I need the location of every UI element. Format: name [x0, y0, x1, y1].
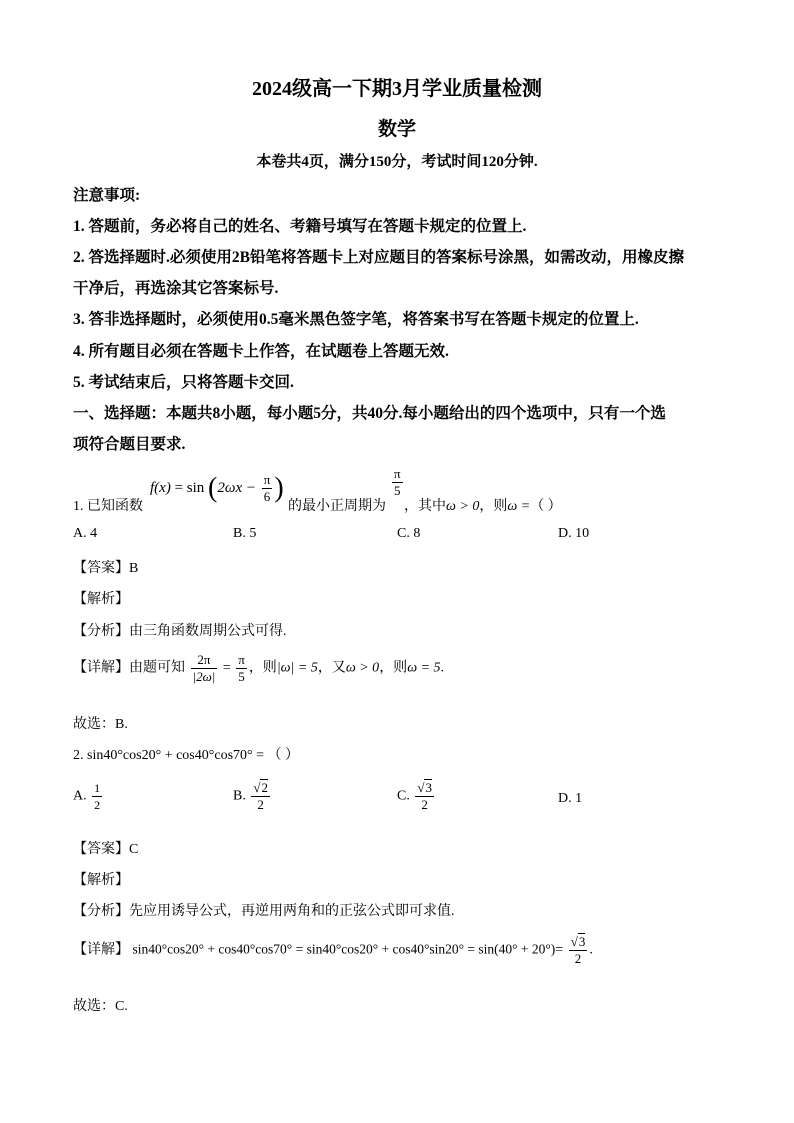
- q1-detail: [73, 652, 444, 685]
- q2-detail-den: 2: [569, 950, 588, 967]
- q2-opt-a-den: 2: [94, 798, 101, 812]
- q2-option-c: C. $\frac{√3}{2}$: [397, 780, 432, 812]
- q1-answer: 【答案】B: [73, 561, 139, 576]
- q2-opt-b-label: B.: [233, 788, 246, 804]
- q1-ask-text: ，则: [479, 499, 508, 514]
- q1-six: 6: [262, 488, 273, 505]
- q2-option-b: B. $\frac{√2}{2}$: [233, 780, 268, 812]
- exam-title: 2024级高一下期3月学业质量检测: [252, 78, 542, 100]
- section-1-heading: 一、选择题：本题共8小题，每小题5分，共40分.每小题给出的四个选项中，只有一个选: [73, 405, 666, 422]
- q2-detail-end: .: [589, 942, 593, 958]
- q2-detail-expr: sin40°cos20° + cos40°cos70° = sin40°cos20° + cos40°sin20° = sin: [132, 941, 495, 957]
- q2-opt-a-num: 1: [94, 781, 101, 795]
- q1-analysis-label: 【解析】: [73, 592, 129, 607]
- notes-heading: 注意事项:: [73, 187, 141, 204]
- q1-option-b: B. 5: [233, 526, 257, 541]
- q2-stem: 2. sin40°cos20° + cos40°cos70° = （ ）: [73, 748, 300, 763]
- q1-period-pi: π: [394, 466, 401, 481]
- q1-prefix: 1. 已知函数: [73, 499, 143, 514]
- exam-info: 本卷共4页，满分150分，考试时间120分钟.: [256, 154, 538, 170]
- q2-opt-c-den: 2: [415, 796, 434, 813]
- q1-two-pi: 2π: [197, 652, 211, 667]
- q1-detail-result: ω = 5: [407, 660, 441, 676]
- q2-option-a: [73, 780, 104, 813]
- note-item-4: 4. 所有题目必须在答题卡上作答，在试题卷上答题无效.: [73, 343, 449, 360]
- q2-opt-c-sqrt: 3: [425, 780, 432, 795]
- q2-opt-a-label: A.: [73, 788, 87, 804]
- q2-detail-label: 【详解】: [73, 942, 129, 958]
- q1-paren: （ ）: [530, 499, 562, 514]
- q1-cond-text: ，其中: [404, 499, 446, 514]
- q1-detail-abs: |ω| = 5: [276, 660, 318, 676]
- section-1-heading-cont: 项符合题目要求.: [73, 436, 186, 453]
- q1-func-arg: 2ωx −: [217, 479, 256, 496]
- q2-detail-sqrt: 3: [578, 934, 586, 949]
- q1-choose: 故选：B.: [73, 717, 128, 732]
- q1-analysis: 【分析】由三角函数周期公式可得.: [73, 624, 287, 639]
- q1-function: f(x) = sin (2ωx − $\frac{\pi}{6}$ ): [150, 472, 284, 504]
- q2-opt-b-den: 2: [251, 796, 270, 813]
- q1-option-d: D. 10: [558, 526, 590, 541]
- q1-option-c: C. 8: [397, 526, 421, 541]
- q2-analysis: 【分析】先应用诱导公式，再逆用两角和的正弦公式即可求值.: [73, 904, 455, 919]
- note-item-1: 1. 答题前，务必将自己的姓名、考籍号填写在答题卡规定的位置上.: [73, 218, 527, 235]
- q1-detail-end: .: [440, 660, 445, 676]
- q1-func-lhs: f(x): [150, 479, 171, 496]
- q2-opt-c-label: C.: [397, 788, 410, 804]
- q2-option-d: D. 1: [558, 791, 583, 806]
- note-item-3: 3. 答非选择题时，必须使用0.5毫米黑色签字笔，将答案书写在答题卡规定的位置上.: [73, 311, 639, 328]
- q1-ask: ω =: [507, 499, 531, 514]
- note-item-5: 5. 考试结束后，只将答题卡交回.: [73, 374, 294, 391]
- q2-opt-b-sqrt: 2: [261, 780, 268, 795]
- note-item-2: 2. 答选择题时.必须使用2B铅笔将答题卡上对应题目的答案标号涂黑，如需改动，用橡皮擦: [73, 249, 684, 266]
- q1-abs-2omega: |2ω|: [192, 669, 216, 684]
- q1-detail-prefix: 【详解】由题可知: [73, 660, 185, 676]
- q1-detail-cond: ω > 0: [345, 660, 380, 676]
- q1-detail-five: 5: [236, 668, 247, 685]
- q2-detail-eq: =: [555, 942, 564, 958]
- q1-period: [390, 466, 405, 499]
- q1-detail-pi: π: [238, 652, 245, 667]
- q2-detail: 【详解】 sin40°cos20° + cos40°cos70° = sin40°cos20° + cos40°sin20° = sin(40° + 20°)= $\frac{√3}{2}$ .: [73, 934, 593, 966]
- subject-title: 数学: [377, 119, 416, 140]
- q1-detail-eq: =: [222, 660, 231, 676]
- q1-detail-mid3: ，则: [379, 660, 408, 676]
- note-item-2-cont: 干净后，再选涂其它答案标号.: [73, 280, 279, 297]
- q1-condition: [404, 495, 562, 515]
- q1-cond: ω > 0: [446, 499, 480, 514]
- q2-detail-paren: (40° + 20°): [494, 941, 556, 957]
- q1-pi: π: [263, 472, 271, 487]
- q2-answer: 【答案】C: [73, 842, 139, 857]
- q2-analysis-label: 【解析】: [73, 873, 129, 888]
- q1-mid-text: 的最小正周期为: [288, 499, 386, 514]
- q1-option-a: A. 4: [73, 526, 98, 541]
- q1-func-eq: = sin: [174, 479, 205, 496]
- q1-period-five: 5: [392, 482, 403, 499]
- q2-choose: 故选：C.: [73, 999, 128, 1014]
- q1-detail-mid1: ，则: [248, 660, 277, 676]
- q1-detail-mid2: ，又: [317, 660, 346, 676]
